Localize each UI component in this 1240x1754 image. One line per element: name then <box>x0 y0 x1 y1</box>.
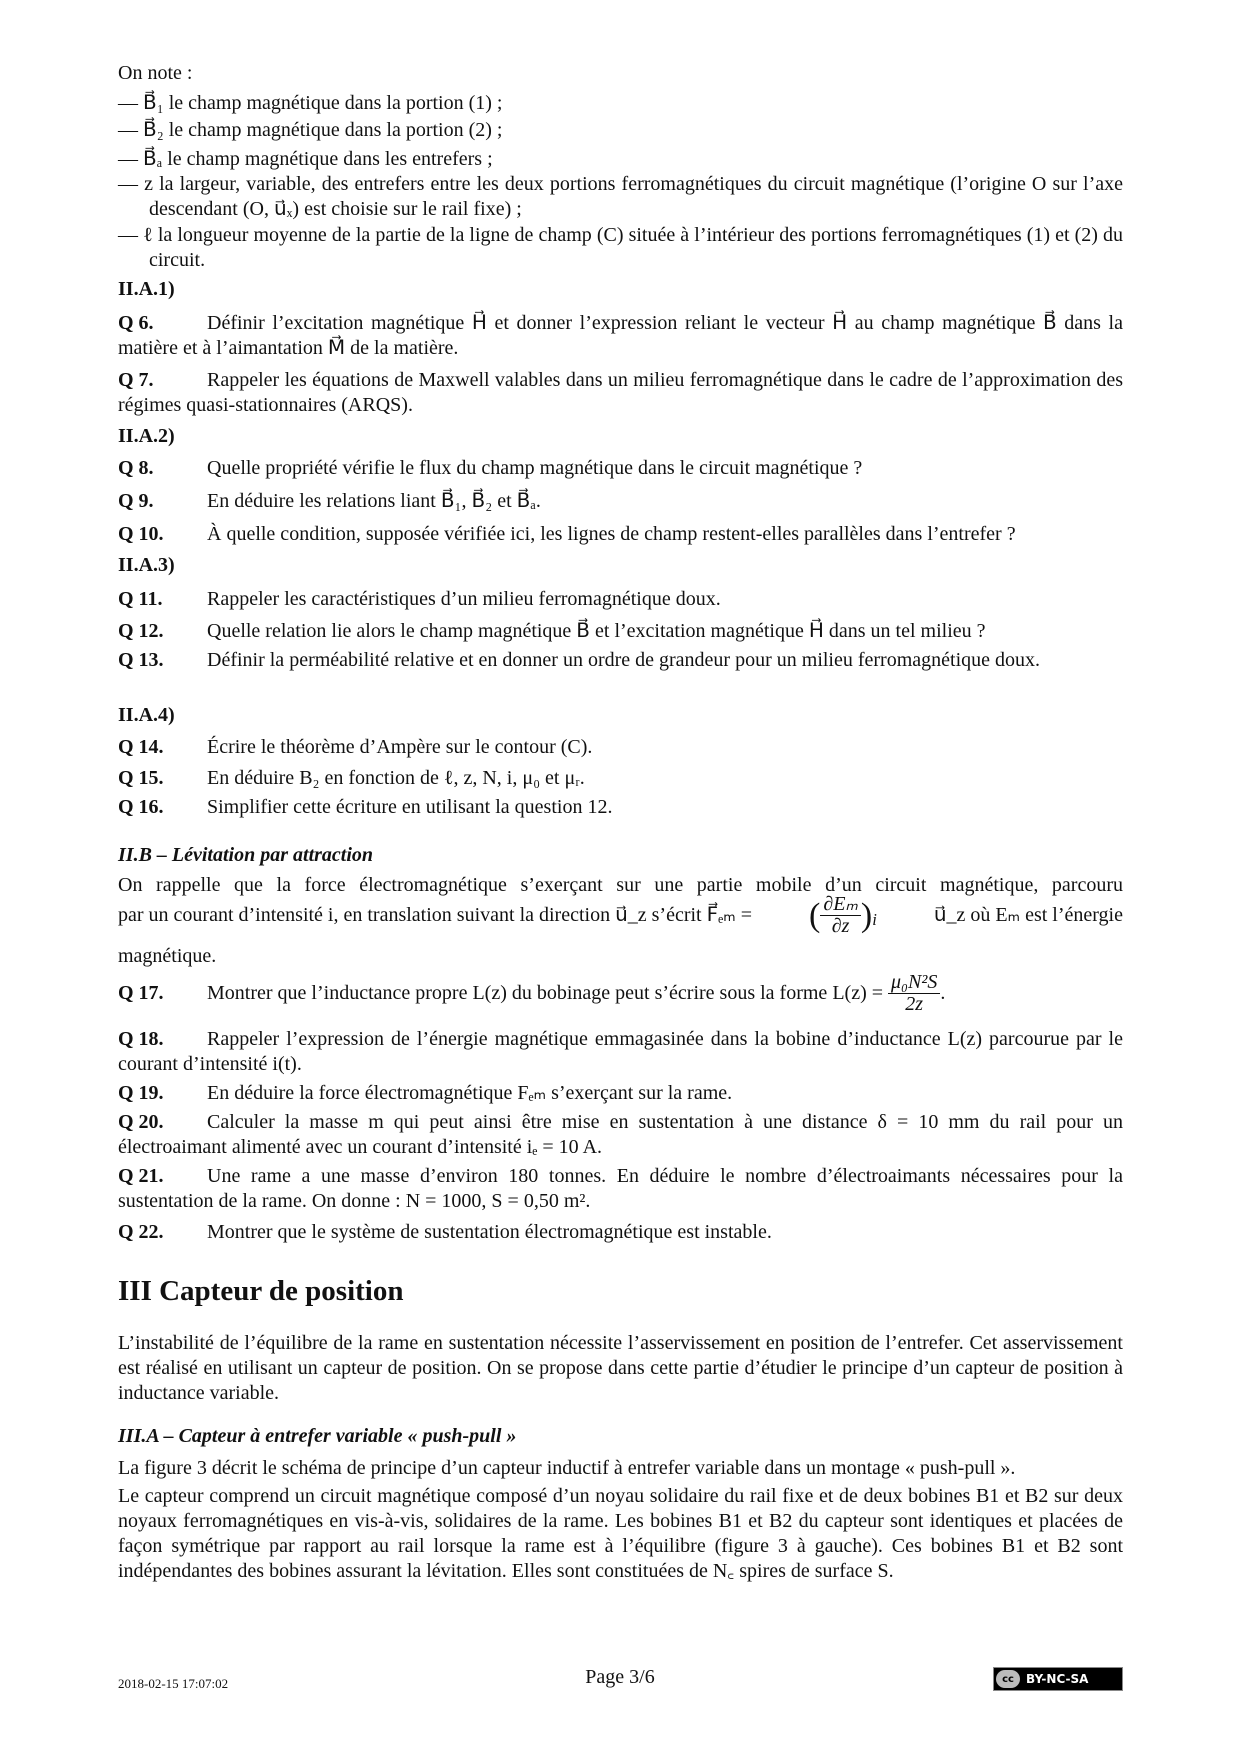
question-8: Q 8. Quelle propriété vérifie le flux du champ magnétique dans le circuit magnétique ? <box>118 457 863 479</box>
question-18: Q 18. Rappeler l’expression de l’énergie magnétique emmagasinée dans la bobine d’inductance L(z) parcourue par le courant d’intensité i(t). <box>118 1028 1123 1075</box>
question-11: Q 11. Rappeler les caractéristiques d’un milieu ferromagnétique doux. <box>118 588 721 610</box>
question-15: Q 15. En déduire B₂ en fonction de ℓ, z, N, i, μ₀ et μᵣ. <box>118 767 585 789</box>
question-6: Q 6. Définir l’excitation magnétique H⃗ et donner l’expression reliant le vecteur H⃗ au champ magnétique B⃗ dans la matière et à l’aimantation M⃗ de la matière. <box>118 312 1123 359</box>
note-item: — z la largeur, variable, des entrefers entre les deux portions ferromagnétiques du circuit magnétique (l’origine O sur l’axe descendant (O, u⃗ₓ) est choisie sur le rail fixe) ; <box>118 173 1123 220</box>
question-10: Q 10. À quelle condition, supposée vérifiée ici, les lignes de champ restent-elles parallèles dans l’entrefer ? <box>118 523 1016 545</box>
paragraph: La figure 3 décrit le schéma de principe d’un capteur inductif à entrefer variable dans un montage « push-pull ». <box>118 1457 1016 1479</box>
question-20: Q 20. Calculer la masse m qui peut ainsi être mise en sustentation à une distance δ = 10 mm du rail pour un électroaimant alimenté avec un courant d’intensité iₑ = 10 A. <box>118 1111 1123 1158</box>
question-12: Q 12. Quelle relation lie alors le champ magnétique B⃗ et l’excitation magnétique H⃗ dans un tel milieu ? <box>118 620 986 642</box>
question-22: Q 22. Montrer que le système de sustentation électromagnétique est instable. <box>118 1221 772 1243</box>
question-19: Q 19. En déduire la force électromagnétique Fₑₘ s’exerçant sur la rame. <box>118 1082 733 1104</box>
question-14: Q 14. Écrire le théorème d’Ampère sur le contour (C). <box>118 736 593 758</box>
section-heading: II.A.1) <box>118 278 175 300</box>
question-7: Q 7. Rappeler les équations de Maxwell valables dans un milieu ferromagnétique dans le cadre de l’approximation des régimes quasi-stationnaires (ARQS). <box>118 369 1123 416</box>
paragraph-line: par un courant d’intensité i, en translation suivant la direction u⃗_z s’écrit F⃗ₑₘ = ( $\frac{\text{∂Eₘ}}{\partial z}$ )$_i$ u⃗_z où Eₘ est l’énergie <box>118 892 1123 937</box>
paragraph: L’instabilité de l’équilibre de la rame en sustentation nécessite l’asservissement en position de l’entrefer. Cet asservissement est réalisé en utilisant un capteur de position. On se propose dans cette partie d’étudier le principe d’un capteur de position à inductance variable. <box>118 1332 1123 1404</box>
section-heading: II.A.4) <box>118 704 175 726</box>
note-item: — B⃗₂ le champ magnétique dans la portion (2) ; <box>118 119 503 141</box>
paragraph-line: magnétique. <box>118 945 217 967</box>
cc-license-badge: cc BY-NC-SA <box>993 1667 1123 1691</box>
partial-derivative-formula: ( $\frac{\text{∂Eₘ}}{\partial z}$ )$_i$ <box>808 892 877 937</box>
question-21: Q 21. Une rame a une masse d’environ 180 tonnes. En déduire le nombre d’électroaimants nécessaires pour la sustentation de la rame. On donne : N = 1000, S = 0,50 m². <box>118 1165 1123 1212</box>
section-heading: II.A.2) <box>118 425 175 447</box>
note-item: — B⃗ₐ le champ magnétique dans les entrefers ; <box>118 148 493 170</box>
intro-text: On note : <box>118 62 193 84</box>
section-heading: II.A.3) <box>118 554 175 576</box>
part-heading: III Capteur de position <box>118 1275 404 1307</box>
question-9: Q 9. En déduire les relations liant B⃗₁, B⃗₂ et B⃗ₐ. <box>118 490 541 512</box>
note-item: — B⃗₁ le champ magnétique dans la portion (1) ; <box>118 92 503 114</box>
cc-logo-icon: cc <box>996 1670 1020 1688</box>
footer-timestamp: 2018-02-15 17:07:02 <box>118 1676 229 1691</box>
question-17: Q 17. Montrer que l’inductance propre L(z) du bobinage peut s’écrire sous la forme L(z) = $\frac{\text{μ₀N²S}}{2z}$ . <box>118 970 946 1015</box>
paragraph: Le capteur comprend un circuit magnétique composé d’un noyau solidaire du rail fixe et de deux bobines B1 et B2 sur deux noyaux ferromagnétiques en vis-à-vis, solidaires de la rame. Les bobines B1 et B2 du capteur sont identiques et placées de façon symétrique par rapport au rail lorsque la rame est à l’équilibre (figure 3 à gauche). Ces bobines B1 et B2 sont indépendantes des bobines assurant la lévitation. Elles sont constituées de N꜀ spires de surface S. <box>118 1485 1123 1582</box>
question-16: Q 16. Simplifier cette écriture en utilisant la question 12. <box>118 796 613 818</box>
subsection-title: II.B – Lévitation par attraction <box>118 844 374 866</box>
question-13: Q 13. Définir la perméabilité relative et en donner un ordre de grandeur pour un milieu ferromagnétique doux. <box>118 649 1041 671</box>
paragraph-line: On rappelle que la force électromagnétique s’exerçant sur une partie mobile d’un circuit magnétique, parcouru <box>118 874 1123 896</box>
subsection-title: III.A – Capteur à entrefer variable « push-pull » <box>118 1425 517 1447</box>
note-item: — ℓ la longueur moyenne de la partie de la ligne de champ (C) située à l’intérieur des portions ferromagnétiques (1) et (2) du circuit. <box>118 224 1123 271</box>
page-number: Page 3/6 <box>585 1666 655 1688</box>
